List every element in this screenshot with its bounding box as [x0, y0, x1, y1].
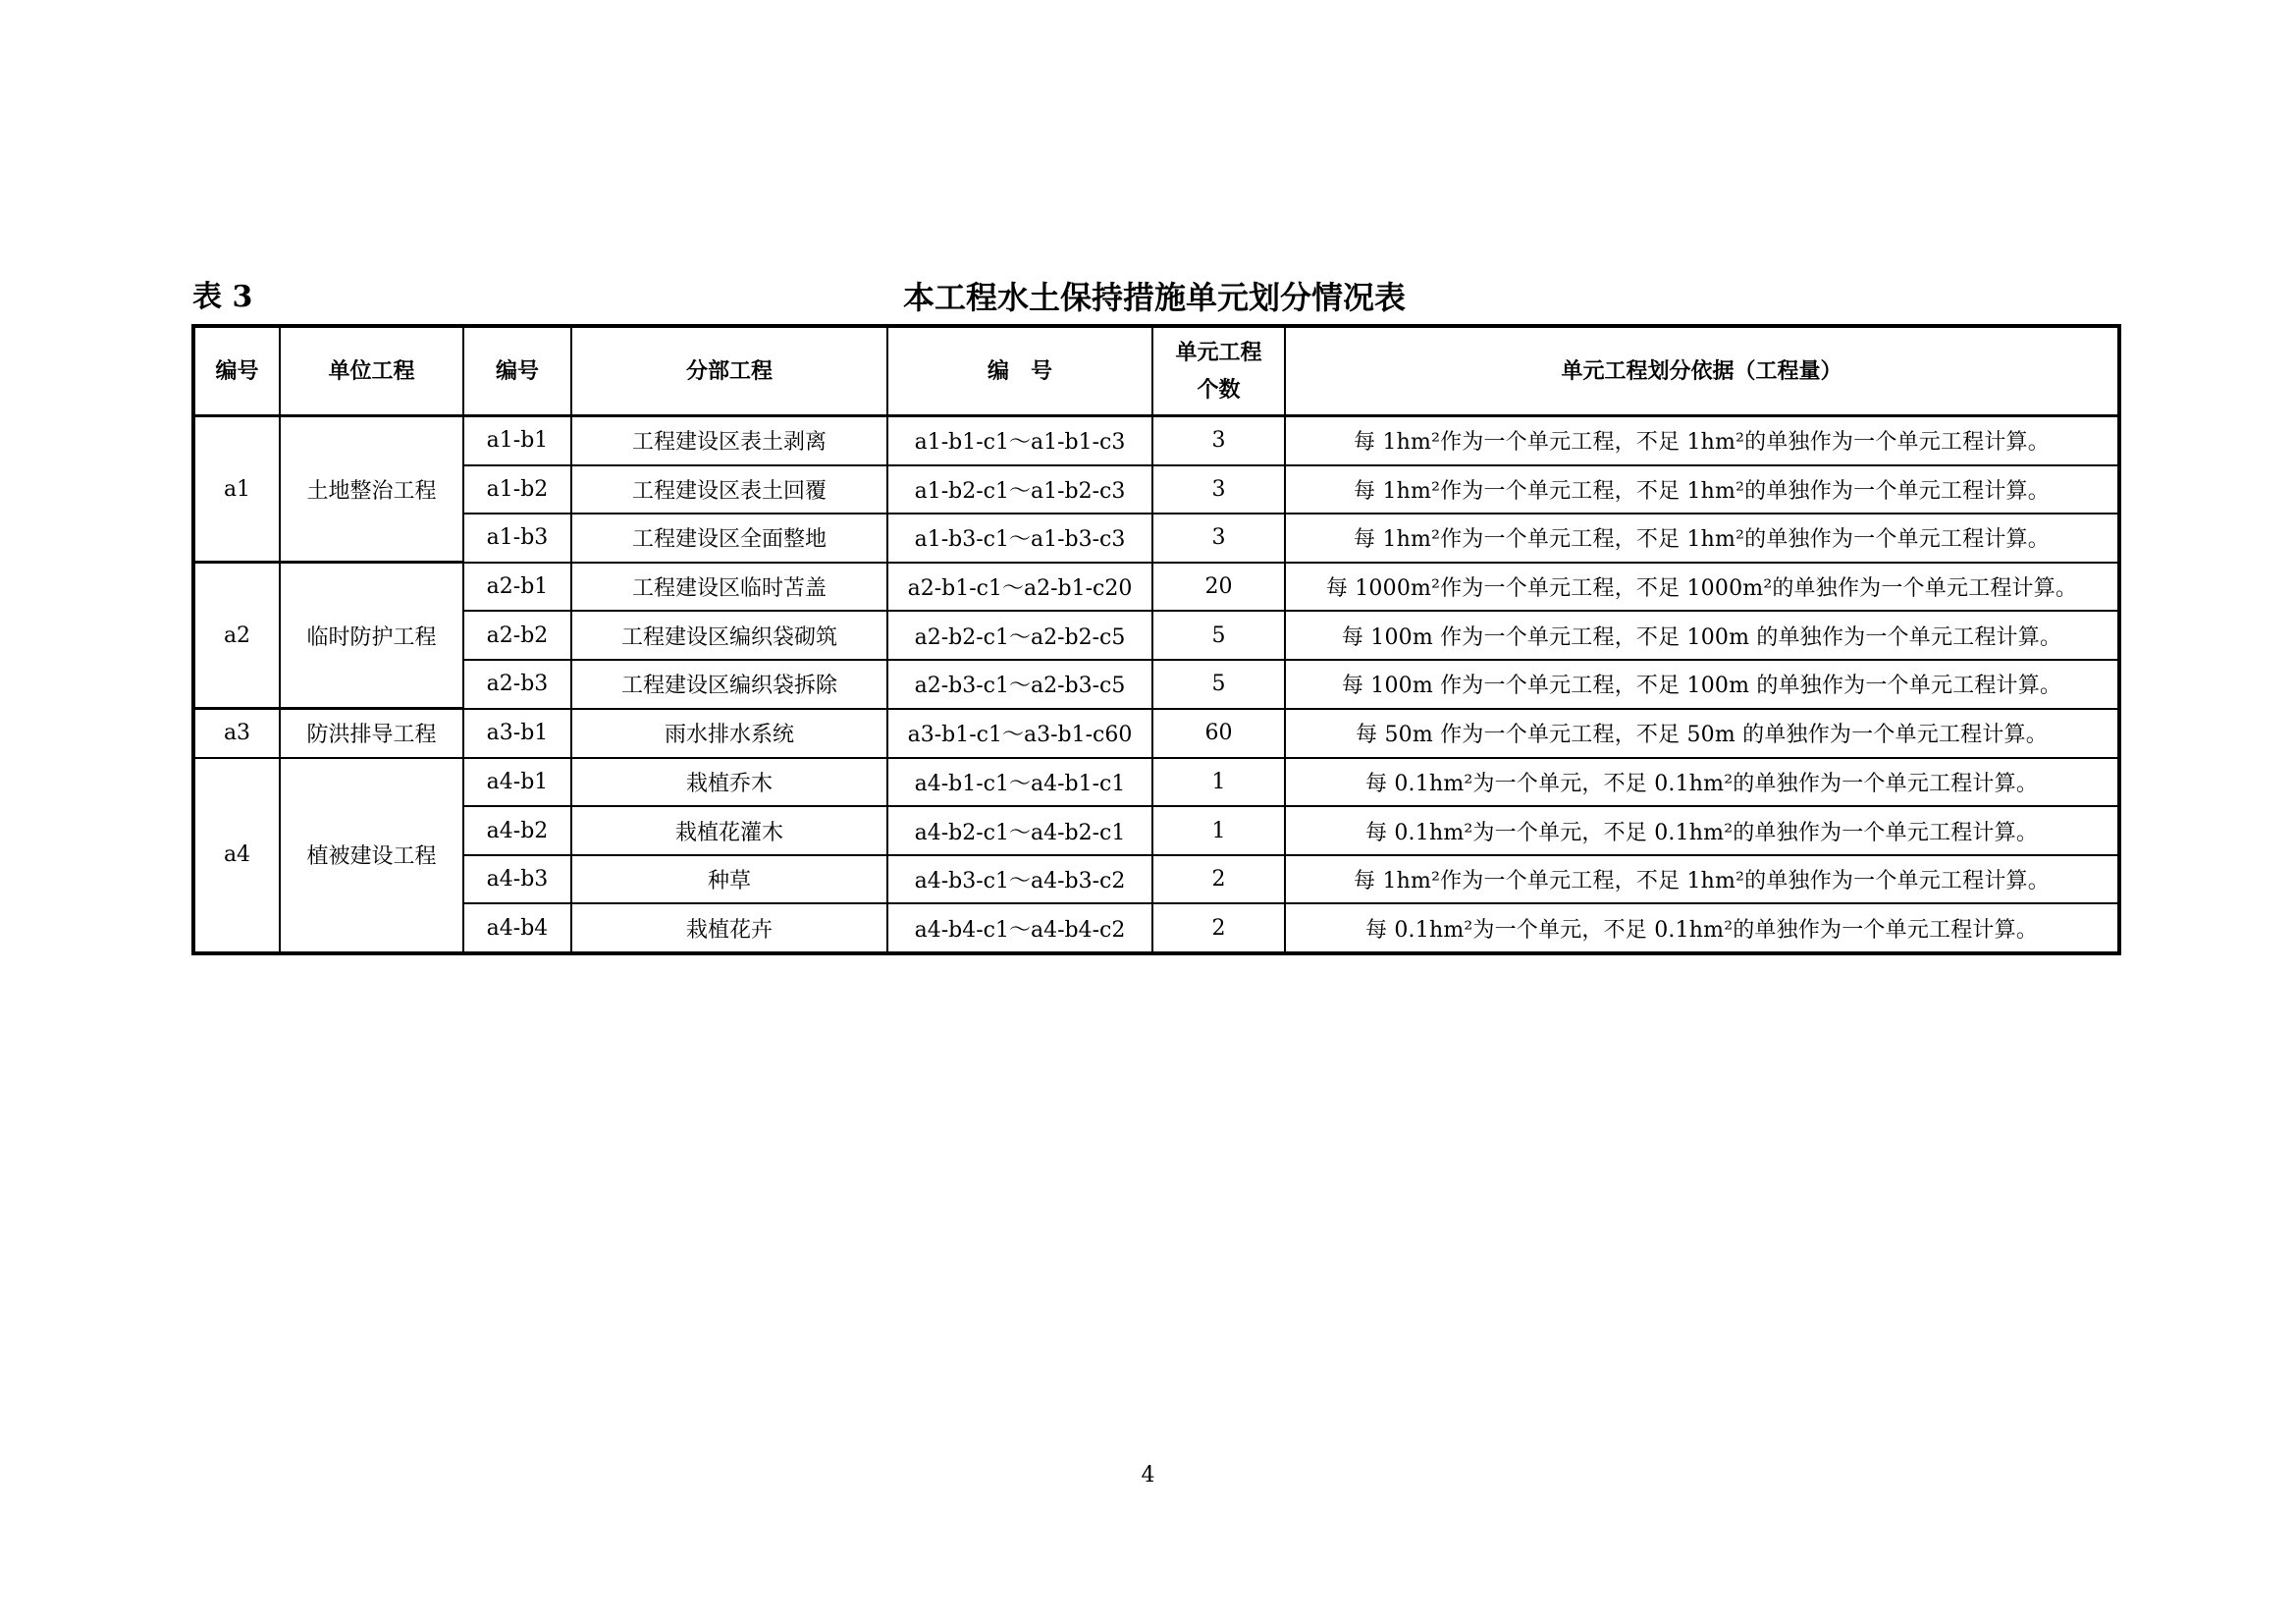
sub-name-cell: 栽植花卉	[571, 903, 887, 953]
table-row	[193, 563, 2119, 612]
unit-code-cell: a2	[193, 563, 280, 709]
range-cell: a1-b2-c1～a1-b2-c3	[887, 465, 1152, 514]
unit-name-cell: 植被建设工程	[280, 758, 463, 953]
table-row	[193, 903, 2119, 953]
col-sub-name: 分部工程	[571, 326, 887, 416]
table-title: 本工程水土保持措施单元划分情况表	[902, 279, 1406, 316]
col-basis: 单元工程划分依据（工程量）	[1285, 326, 2119, 416]
count-cell: 5	[1152, 611, 1285, 660]
sub-name-cell: 工程建设区表土回覆	[571, 465, 887, 514]
count-cell: 60	[1152, 709, 1285, 758]
table-header-row	[193, 326, 2119, 416]
basis-cell: 每 1000m²作为一个单元工程，不足 1000m²的单独作为一个单元工程计算。	[1285, 563, 2119, 612]
page-number: 4	[1141, 1463, 1155, 1488]
measure-division-table	[191, 324, 2121, 955]
range-cell: a2-b2-c1～a2-b2-c5	[887, 611, 1152, 660]
count-cell: 3	[1152, 514, 1285, 563]
basis-cell: 每 1hm²作为一个单元工程，不足 1hm²的单独作为一个单元工程计算。	[1285, 416, 2119, 465]
col-sub-code: 编号	[463, 326, 571, 416]
table-row	[193, 855, 2119, 904]
table-row	[193, 416, 2119, 465]
sub-name-cell: 栽植花灌木	[571, 806, 887, 855]
sub-code-cell: a1-b2	[463, 465, 571, 514]
unit-code-cell: a1	[193, 416, 280, 563]
unit-name-cell: 防洪排导工程	[280, 709, 463, 758]
sub-name-cell: 工程建设区全面整地	[571, 514, 887, 563]
table-row	[193, 465, 2119, 514]
basis-cell: 每 50m 作为一个单元工程，不足 50m 的单独作为一个单元工程计算。	[1285, 709, 2119, 758]
count-cell: 3	[1152, 416, 1285, 465]
col-count: 单元工程个数	[1152, 326, 1285, 416]
sub-code-cell: a4-b2	[463, 806, 571, 855]
count-cell: 2	[1152, 855, 1285, 904]
count-cell: 20	[1152, 563, 1285, 612]
table-label: 表 3	[192, 280, 253, 314]
range-cell: a3-b1-c1～a3-b1-c60	[887, 709, 1152, 758]
table-row	[193, 806, 2119, 855]
basis-cell: 每 100m 作为一个单元工程，不足 100m 的单独作为一个单元工程计算。	[1285, 660, 2119, 709]
sub-code-cell: a4-b1	[463, 758, 571, 807]
sub-code-cell: a4-b3	[463, 855, 571, 904]
range-cell: a2-b1-c1～a2-b1-c20	[887, 563, 1152, 612]
count-cell: 1	[1152, 758, 1285, 807]
table-row	[193, 611, 2119, 660]
unit-code-cell: a3	[193, 709, 280, 758]
range-cell: a4-b3-c1～a4-b3-c2	[887, 855, 1152, 904]
col-unit-name: 单位工程	[280, 326, 463, 416]
unit-name-cell: 土地整治工程	[280, 416, 463, 563]
basis-cell: 每 1hm²作为一个单元工程，不足 1hm²的单独作为一个单元工程计算。	[1285, 855, 2119, 904]
sub-name-cell: 栽植乔木	[571, 758, 887, 807]
range-cell: a4-b2-c1～a4-b2-c1	[887, 806, 1152, 855]
basis-cell: 每 100m 作为一个单元工程，不足 100m 的单独作为一个单元工程计算。	[1285, 611, 2119, 660]
basis-cell: 每 1hm²作为一个单元工程，不足 1hm²的单独作为一个单元工程计算。	[1285, 465, 2119, 514]
col-range: 编 号	[887, 326, 1152, 416]
sub-name-cell: 工程建设区表土剥离	[571, 416, 887, 465]
table-row	[193, 758, 2119, 807]
count-cell: 2	[1152, 903, 1285, 953]
sub-name-cell: 工程建设区编织袋砌筑	[571, 611, 887, 660]
range-cell: a1-b3-c1～a1-b3-c3	[887, 514, 1152, 563]
basis-cell: 每 0.1hm²为一个单元，不足 0.1hm²的单独作为一个单元工程计算。	[1285, 806, 2119, 855]
sub-name-cell: 种草	[571, 855, 887, 904]
unit-code-cell: a4	[193, 758, 280, 953]
sub-code-cell: a3-b1	[463, 709, 571, 758]
unit-name-cell: 临时防护工程	[280, 563, 463, 709]
sub-name-cell: 雨水排水系统	[571, 709, 887, 758]
col-unit-code: 编号	[193, 326, 280, 416]
basis-cell: 每 1hm²作为一个单元工程，不足 1hm²的单独作为一个单元工程计算。	[1285, 514, 2119, 563]
sub-code-cell: a2-b3	[463, 660, 571, 709]
sub-code-cell: a1-b1	[463, 416, 571, 465]
table-row	[193, 709, 2119, 758]
sub-name-cell: 工程建设区临时苫盖	[571, 563, 887, 612]
count-cell: 1	[1152, 806, 1285, 855]
range-cell: a4-b1-c1～a4-b1-c1	[887, 758, 1152, 807]
basis-cell: 每 0.1hm²为一个单元，不足 0.1hm²的单独作为一个单元工程计算。	[1285, 758, 2119, 807]
sub-code-cell: a2-b1	[463, 563, 571, 612]
sub-code-cell: a1-b3	[463, 514, 571, 563]
range-cell: a1-b1-c1～a1-b1-c3	[887, 416, 1152, 465]
range-cell: a4-b4-c1～a4-b4-c2	[887, 903, 1152, 953]
table-row	[193, 660, 2119, 709]
table-title-row	[192, 275, 2116, 320]
count-cell: 3	[1152, 465, 1285, 514]
range-cell: a2-b3-c1～a2-b3-c5	[887, 660, 1152, 709]
table-row	[193, 514, 2119, 563]
basis-cell: 每 0.1hm²为一个单元，不足 0.1hm²的单独作为一个单元工程计算。	[1285, 903, 2119, 953]
sub-code-cell: a4-b4	[463, 903, 571, 953]
count-cell: 5	[1152, 660, 1285, 709]
sub-name-cell: 工程建设区编织袋拆除	[571, 660, 887, 709]
sub-code-cell: a2-b2	[463, 611, 571, 660]
